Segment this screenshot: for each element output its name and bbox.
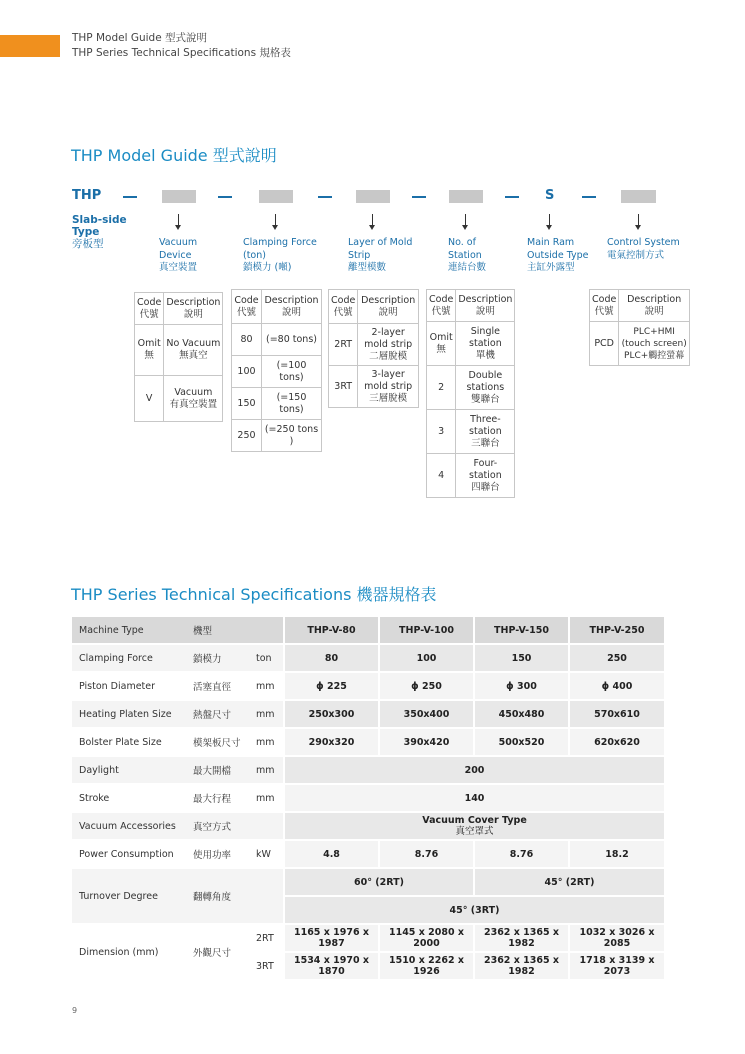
table-cell: 3-layer mold strip 三層脫模 [358,366,419,408]
table-cell: 最大開檔 [193,766,232,777]
table-cell: 熱盤尺寸 [193,710,232,721]
table-cell: 18.2 [570,841,664,867]
table-header [72,617,664,643]
dash [123,196,137,198]
table-row [72,729,664,755]
layer-label: Layer of Mold Strip 離型模數 [348,237,413,273]
arrow-down-icon [178,214,179,226]
table-cell: Code 代號 [329,290,358,324]
table-cell: V [135,376,164,422]
table-cell: 45° (2RT) [475,869,664,895]
table-cell: 外觀尺寸 [193,948,232,959]
table-cell: (=250 tons ) [262,420,322,452]
table-cell: 140 [285,785,664,811]
table-cell: Vacuum 有真空裝置 [164,376,223,422]
table-cell: 100 [380,645,473,671]
arrow-down-icon [275,214,276,226]
table-row [72,645,664,671]
table-cell: 8.76 [475,841,568,867]
clamping-code-table [231,289,322,452]
table-cell: mm [256,708,275,720]
table-cell: mm [256,680,275,692]
placeholder-box [162,190,196,203]
vacuum-device-label: Vacuum Device 真空裝置 [159,237,198,273]
table-cell: 1510 x 2262 x 1926 [380,953,473,979]
placeholder-box [449,190,483,203]
placeholder-box [621,190,656,203]
table-cell: mm [256,792,275,804]
page-number: 9 [72,1006,78,1015]
table-cell: Power Consumption [79,848,174,860]
table-cell: 150 [232,388,262,420]
table-cell: 290x320 [285,729,378,755]
header-line-1: THP Model Guide 型式說明 [72,32,208,44]
table-cell: 250 [232,420,262,452]
table-cell: ϕ 250 [380,673,473,699]
table-row [72,757,664,783]
table-cell: PLC+HMI (touch screen) PLC+觸控螢幕 [619,322,690,366]
table-cell: 8.76 [380,841,473,867]
table-cell: Double stations 雙聯台 [456,366,515,410]
table-cell: No Vacuum 無真空 [164,325,223,376]
vacuum-code-table [134,292,223,422]
table-cell: Description 說明 [164,293,223,325]
table-cell: 620x620 [570,729,664,755]
table-cell: 最大行程 [193,794,232,805]
table-cell: 45° (3RT) [285,897,664,923]
control-code-table [589,289,690,366]
table-cell: Code 代號 [590,290,619,322]
table-cell: Description 說明 [262,290,322,324]
table-row [72,673,664,699]
table-cell: Machine Type [79,624,144,636]
table-cell: 3RT [256,960,274,972]
table-cell: 80 [232,324,262,356]
table-cell: 2 [427,366,456,410]
table-cell: Single station 單機 [456,322,515,366]
table-cell: Description 說明 [619,290,690,322]
dash [218,196,232,198]
table-cell: 鎖模力 [193,654,222,665]
table-row [72,869,664,923]
table-cell: 2-layer mold strip 二層脫模 [358,324,419,366]
arrow-down-icon [465,214,466,226]
table-cell: 1165 x 1976 x 1987 [285,925,378,951]
model-s-letter: S [545,188,555,203]
table-row [72,925,664,979]
table-cell: PCD [590,322,619,366]
dash [582,196,596,198]
table-cell: 60° (2RT) [285,869,473,895]
table-cell: Three- station 三聯台 [456,410,515,454]
table-cell: 使用功率 [193,850,232,861]
model-guide-title: THP Model Guide 型式說明 [71,146,277,165]
table-row [72,785,664,811]
table-row [72,841,664,867]
table-cell: 1032 x 3026 x 2085 [570,925,664,951]
table-cell: 翻轉角度 [193,892,232,903]
table-cell: (=100 tons) [262,356,322,388]
table-cell: 2362 x 1365 x 1982 [475,953,568,979]
table-cell: 2RT [256,932,274,944]
table-cell: 1718 x 3139 x 2073 [570,953,664,979]
table-cell: Description 說明 [456,290,515,322]
table-cell: ϕ 400 [570,673,664,699]
table-cell: ϕ 225 [285,673,378,699]
arrow-down-icon [638,214,639,226]
table-cell: (=80 tons) [262,324,322,356]
table-cell: Code 代號 [232,290,262,324]
table-cell: Omit 無 [427,322,456,366]
table-cell: 1145 x 2080 x 2000 [380,925,473,951]
table-cell: 200 [285,757,664,783]
table-cell: ton [256,652,272,664]
table-cell: 模架板尺寸 [193,738,241,749]
control-system-label: Control System 電氣控制方式 [607,237,680,261]
placeholder-box [356,190,390,203]
table-cell: Bolster Plate Size [79,736,162,748]
table-cell: 450x480 [475,701,568,727]
table-cell: kW [256,848,271,860]
table-cell: Four- station 四聯台 [456,454,515,498]
table-cell: Vacuum Cover Type [422,815,527,826]
dash [412,196,426,198]
table-cell: ϕ 300 [475,673,568,699]
table-cell: 350x400 [380,701,473,727]
table-row [72,701,664,727]
table-cell: Clamping Force [79,652,153,664]
table-cell: (=150 tons) [262,388,322,420]
slab-side-label: Slab-side Type 旁板型 [72,214,127,250]
table-cell: mm [256,736,275,748]
table-cell: THP-V-250 [570,617,664,643]
table-cell: 4 [427,454,456,498]
table-cell: 250x300 [285,701,378,727]
table-cell: 2362 x 1365 x 1982 [475,925,568,951]
orange-tab [0,35,60,57]
station-label: No. of Station 連結台數 [448,237,487,273]
table-cell: 真空方式 [193,822,232,833]
table-cell: 250 [570,645,664,671]
dash [318,196,332,198]
table-cell: THP-V-80 [285,617,378,643]
arrow-down-icon [372,214,373,226]
table-cell: 機型 [193,626,213,637]
dash [505,196,519,198]
table-cell: THP-V-100 [380,617,473,643]
table-cell: 100 [232,356,262,388]
table-cell: Piston Diameter [79,680,156,692]
clamping-force-label: Clamping Force (ton) 鎖模力 (噸) [243,237,317,273]
table-cell: Turnover Degree [79,890,158,902]
layer-code-table [328,289,419,408]
table-cell: Code 代號 [135,293,164,325]
model-prefix: THP [72,188,102,203]
table-cell: Daylight [79,764,119,776]
table-cell: 500x520 [475,729,568,755]
table-cell: 570x610 [570,701,664,727]
table-cell: Vacuum Accessories [79,820,176,832]
table-cell: Heating Platen Size [79,708,172,720]
arrow-down-icon [549,214,550,226]
table-cell: mm [256,764,275,776]
table-cell: 3RT [329,366,358,408]
table-cell: 150 [475,645,568,671]
table-cell: 390x420 [380,729,473,755]
table-cell: 真空罩式 [455,826,494,837]
table-cell: Description 說明 [358,290,419,324]
table-cell: Stroke [79,792,110,804]
table-cell: 活塞直徑 [193,682,232,693]
main-ram-label: Main Ram Outside Type 主缸外露型 [527,237,589,273]
table-cell: THP-V-150 [475,617,568,643]
table-row [72,813,664,839]
placeholder-box [259,190,293,203]
table-cell: 1534 x 1970 x 1870 [285,953,378,979]
specs-title: THP Series Technical Specifications 機器規格表 [71,585,437,604]
header-line-2: THP Series Technical Specifications 規格表 [72,47,291,59]
table-cell: 80 [285,645,378,671]
station-code-table [426,289,515,498]
table-cell: Dimension (mm) [79,946,159,958]
table-cell: Omit 無 [135,325,164,376]
table-cell: 3 [427,410,456,454]
table-cell: 4.8 [285,841,378,867]
table-cell: Code 代號 [427,290,456,322]
table-cell: 2RT [329,324,358,366]
